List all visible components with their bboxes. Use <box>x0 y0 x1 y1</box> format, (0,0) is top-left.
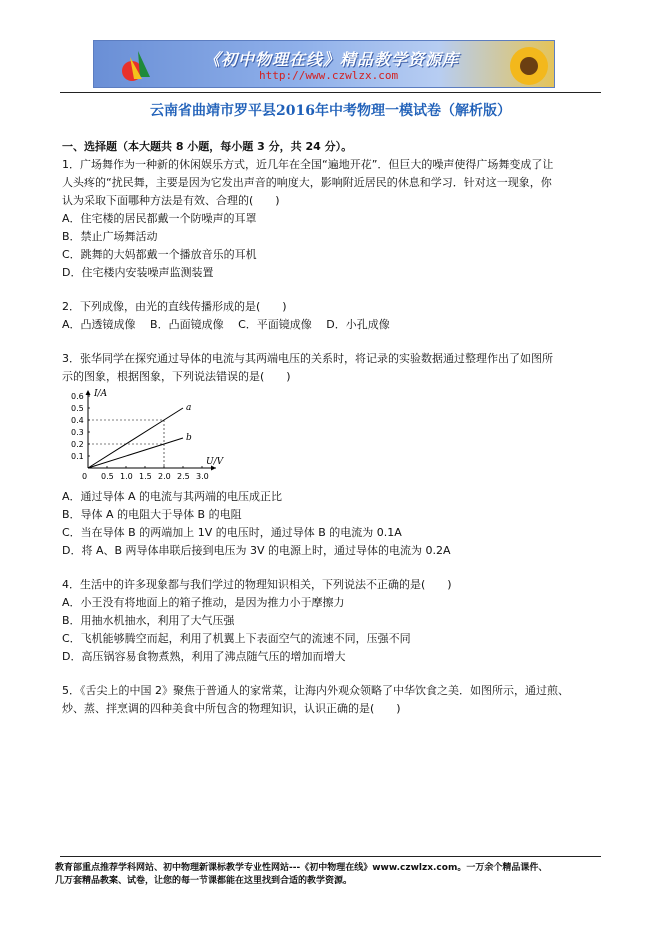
question-4-option-c: C．飞机能够腾空而起，利用了机翼上下表面空气的流速不同，压强不同 <box>62 632 411 645</box>
question-4-option-b: B．用抽水机抽水，利用了大气压强 <box>62 614 235 627</box>
question-4-line-1: 4．生活中的许多现象都与我们学过的物理知识相关，下列说法不正确的是( ) <box>62 578 452 591</box>
header-rule <box>60 92 601 93</box>
question-3-option-d: D．将 A、B 两导体串联后接到电压为 3V 的电源上时，通过导体的电流为 0.2A <box>62 544 451 557</box>
current-voltage-graph <box>60 384 224 488</box>
site-logo-icon <box>120 47 154 83</box>
series-label-a: a <box>186 403 192 413</box>
question-5-line-1: 5．《舌尖上的中国 2》聚焦于普通人的家常菜，让海内外观众领略了中华饮食之美．如图所示，通过煎、 <box>62 684 569 697</box>
y-tick-label: 0.5 <box>71 404 84 413</box>
series-line-a <box>88 408 183 468</box>
section-heading: 一、选择题（本大题共 8 小题，每小题 3 分，共 24 分）。 <box>62 140 353 153</box>
question-1-option-d: D．住宅楼内安装噪声监测装置 <box>62 266 214 279</box>
question-3-option-a: A．通过导体 A 的电流与其两端的电压成正比 <box>62 490 283 503</box>
y-tick-label: 0.6 <box>71 392 84 401</box>
x-tick-label: 0 <box>82 472 88 481</box>
question-2-options: A．凸透镜成像 B．凸面镜成像 C．平面镜成像 D．小孔成像 <box>62 318 390 331</box>
question-1-option-c: C．跳舞的大妈都戴一个播放音乐的耳机 <box>62 248 257 261</box>
question-4-option-a: A．小王没有将地面上的箱子推动，是因为推力小于摩擦力 <box>62 596 345 609</box>
x-tick-label: 3.0 <box>196 472 209 481</box>
series-label-b: b <box>186 433 192 443</box>
footer-line-1: 教育部重点推荐学科网站、初中物理新课标教学专业性网站---《初中物理在线》www.czwlzx.com。一万余个精品课件、 <box>55 863 548 873</box>
banner-title: 《初中物理在线》精品教学资源库 <box>204 50 460 69</box>
question-3-option-b: B．导体 A 的电阻大于导体 B 的电阻 <box>62 508 242 521</box>
banner-url: http://www.czwlzx.com <box>259 69 399 82</box>
x-tick-label: 2.0 <box>158 472 171 481</box>
question-2-line-1: 2．下列成像，由光的直线传播形成的是( ) <box>62 300 287 313</box>
y-tick-label: 0.1 <box>71 452 84 461</box>
question-1-option-b: B．禁止广场舞活动 <box>62 230 158 243</box>
x-tick-label: 2.5 <box>177 472 190 481</box>
footer-rule <box>60 856 601 857</box>
question-3-line-1: 3．张华同学在探究通过导体的电流与其两端电压的关系时，将记录的实验数据通过整理作出了如图所 <box>62 352 553 365</box>
y-axis-label: I/A <box>94 389 108 399</box>
document-title: 云南省曲靖市罗平县2016年中考物理一模试卷（解析版） <box>150 103 511 119</box>
series-line-b <box>88 438 183 468</box>
question-1-line-2: 人头疼的“扰民舞，主要是因为它发出声音的响度大，影响附近居民的休息和学习．针对这一现象，你 <box>62 176 552 189</box>
question-1-line-3: 认为采取下面哪种方法是有效、合理的( ) <box>62 194 280 207</box>
sunflower-icon <box>508 45 550 87</box>
x-tick-label: 1.0 <box>120 472 133 481</box>
x-tick-label: 1.5 <box>139 472 152 481</box>
page-footer <box>55 862 615 888</box>
footer-line-2: 几万套精品教案、试卷，让您的每一节课都能在这里找到合适的教学资源。 <box>55 876 353 886</box>
y-tick-label: 0.2 <box>71 440 84 449</box>
question-3-line-2: 示的图象，根据图象，下列说法错误的是( ) <box>62 370 291 383</box>
question-4-option-d: D．高压锅容易食物煮熟，利用了沸点随气压的增加而增大 <box>62 650 346 663</box>
y-tick-label: 0.3 <box>71 428 84 437</box>
header-banner <box>93 40 555 88</box>
question-3-option-c: C．当在导体 B 的两端加上 1V 的电压时，通过导体 B 的电流为 0.1A <box>62 526 402 539</box>
y-axis-arrow-icon <box>86 390 91 395</box>
x-axis-label: U/V <box>206 457 224 467</box>
question-5-line-2: 炒、蒸、拌烹调的四种美食中所包含的物理知识，认识正确的是( ) <box>62 702 401 715</box>
question-1-line-1: 1．广场舞作为一种新的休闲娱乐方式，近几年在全国“遍地开花”．但巨大的噪声使得广场舞变成了让 <box>62 158 554 171</box>
question-1-option-a: A．住宅楼的居民都戴一个防噪声的耳罩 <box>62 212 257 225</box>
y-tick-label: 0.4 <box>71 416 84 425</box>
x-tick-label: 0.5 <box>101 472 114 481</box>
